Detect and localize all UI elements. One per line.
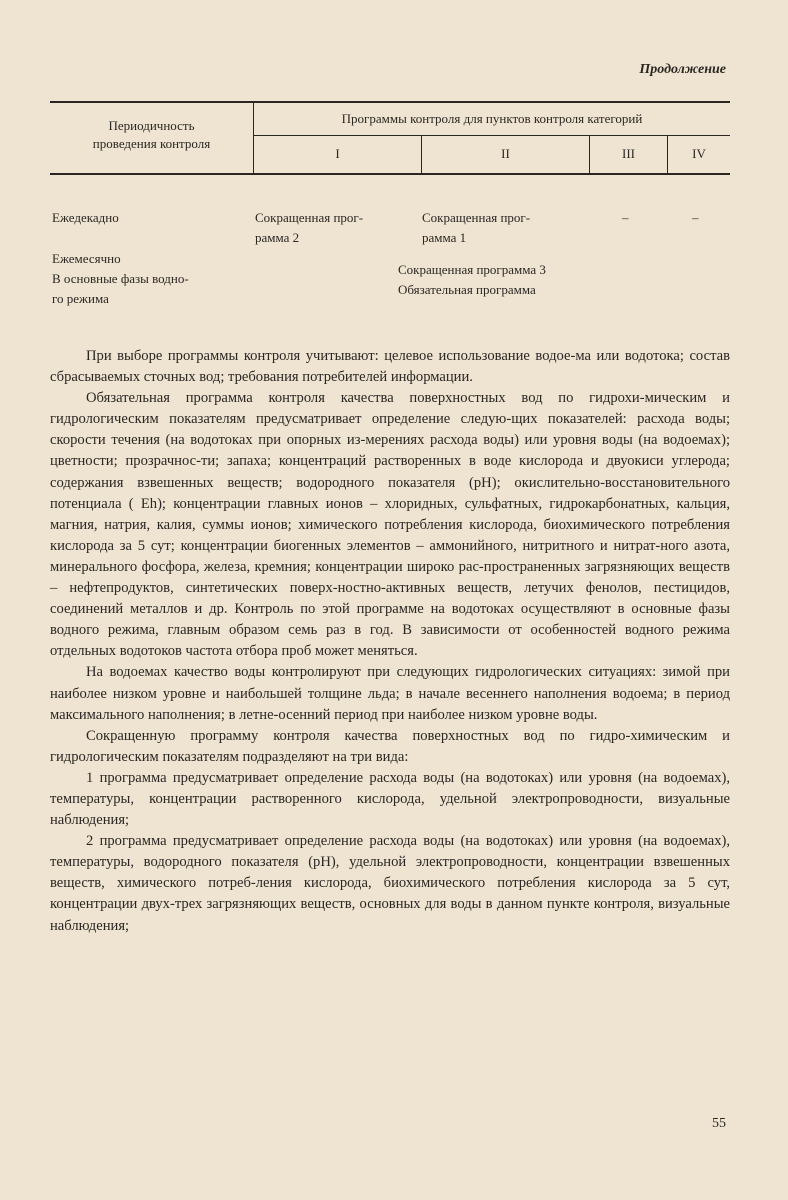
paragraph: 2 программа предусматривает определение расхода воды (на водотоках) или уровня (на водоемах), температуры, водородного показателя (pH), удельной электропроводности, концентрации взвешенных веществ, химического потреб-ления кислорода, биохимического потребления кислорода за 5 сут, концентрации двух-трех загрязняющих веществ, основных для воды в данном пункте контроля, визуальные наблюдения; bbox=[50, 833, 730, 934]
table-cell-span-programs: Сокращенная программа 3 Обязательная программа bbox=[398, 262, 546, 297]
table-cell-cat4: – bbox=[692, 210, 699, 225]
table-cell-cat2: Сокращенная прог- рамма 1 bbox=[422, 210, 531, 245]
table-header-bottom-rule bbox=[50, 173, 730, 175]
category-header-3: III bbox=[622, 146, 635, 161]
categories-top-rule bbox=[253, 135, 730, 136]
continuation-label: Продолжение bbox=[639, 62, 726, 77]
col-header-periodicity: Периодичность проведения контроля bbox=[92, 118, 211, 151]
col-header-programs: Программы контроля для пунктов контроля категорий bbox=[341, 111, 643, 126]
paragraph: Сокращенную программу контроля качества поверхностных вод по гидро-химическим и гидрологическим показателям подразделяют на три вида: bbox=[50, 727, 730, 765]
table-row-period: Ежемесячно В основные фазы водно- го режима bbox=[52, 251, 189, 306]
table-row-period: Ежедекадно bbox=[52, 210, 119, 225]
category-header-4: IV bbox=[692, 146, 706, 161]
table-cell-cat3: – bbox=[622, 210, 629, 225]
table-cell-cat1: Сокращенная прог- рамма 2 bbox=[255, 210, 364, 245]
category-header-2: II bbox=[501, 146, 510, 161]
body-text bbox=[50, 346, 730, 937]
paragraph: При выборе программы контроля учитывают: целевое использование водое-ма или водотока; состав сбрасываемых сточных вод; требования потребителей информации. bbox=[50, 348, 730, 386]
table-top-rule bbox=[50, 101, 730, 103]
paragraph: Обязательная программа контроля качества поверхностных вод по гидрохи-мическим и гидрологическим показателям предусматривает определение следую-щих показателей: расхода воды; скорости течения (на водотоках при опорных из-мерениях расхода воды) или уровня воды (на водоемах); цветности; прозрачнос-ти; запаха; концентраций растворенных в воде кислорода и двуокиси углерода; содержания взвешенных веществ; водородного показателя (pH); окислительно-восстановительного потенциала ( Eh); концентрации главных ионов – хлоридных, сульфатных, гидрокарбонатных, кальция, магния, натрия, калия, суммы ионов; химического потребления кислорода, биохимического потребления кислорода за 5 сут; концентрации биогенных элементов – аммонийного, нитритного и нитрат-ного азота, минерального фосфора, железа, кремния; концентрации широко рас-пространенных загрязняющих веществ – нефтепродуктов, синтетических поверх-ностно-активных веществ, летучих фенолов, пестицидов, соединений металлов и др. Контроль по этой программе на водотоках осуществляют в основные фазы водного режима, главным образом семь раз в год. В зависимости от особенностей водного режима отдельных водотоков частота отбора проб может меняться. bbox=[50, 390, 730, 660]
paragraph: На водоемах качество воды контролируют при следующих гидрологических ситуациях: зимой при наиболее низком уровне и наибольшей толщине льда; в начале весеннего наполнения водоема; в период максимального наполнения; в летне-осенний период при наиболее низком уровне воды. bbox=[50, 664, 730, 723]
category-header-1: I bbox=[335, 146, 340, 161]
page-number: 55 bbox=[712, 1116, 726, 1131]
paragraph: 1 программа предусматривает определение расхода воды (на водотоках) или уровня (на водоемах), температуры, концентрации растворенного кислорода, удельной электропроводности, визуальные наблюдения; bbox=[50, 769, 730, 829]
